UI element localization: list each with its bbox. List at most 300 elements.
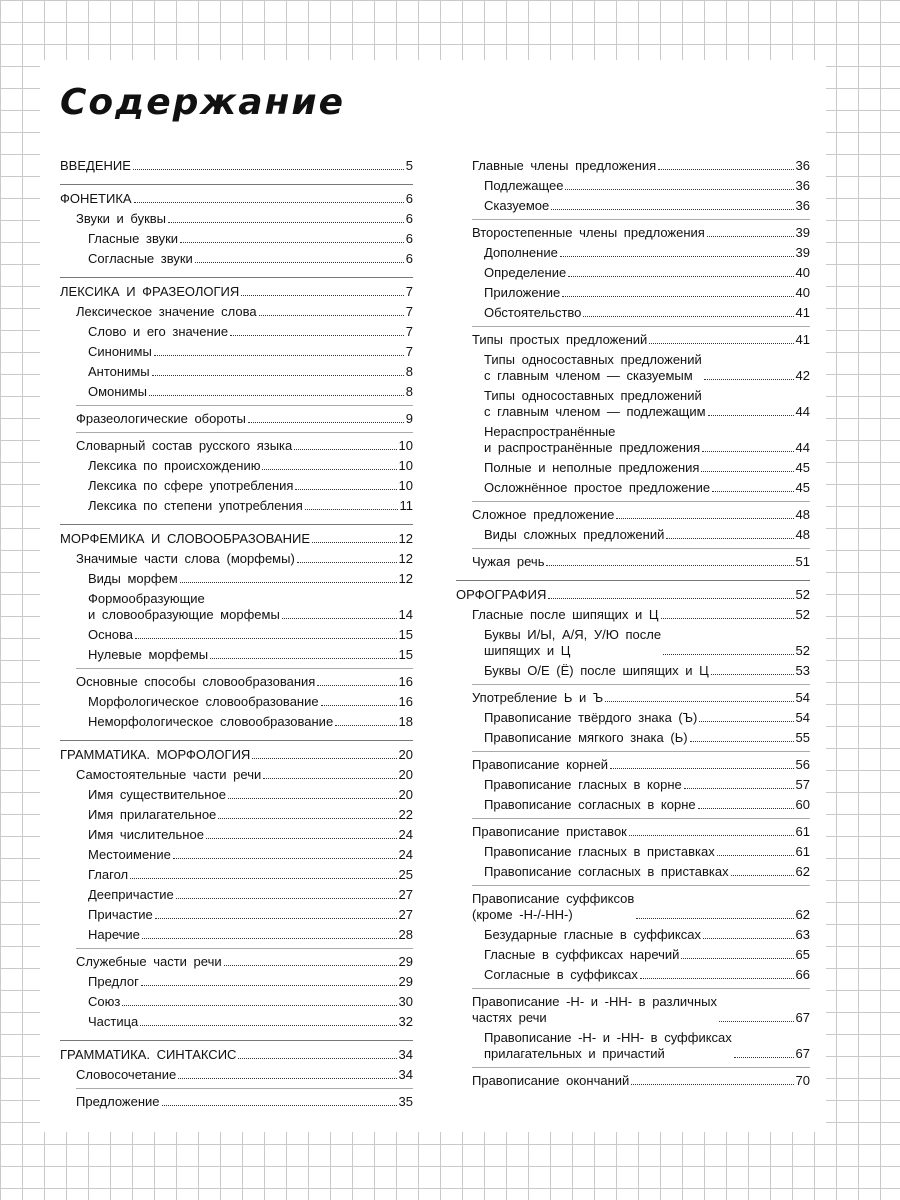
page-number: 62 — [795, 864, 810, 879]
toc-item[interactable] — [76, 342, 413, 362]
toc-item-title: Буквы О/Е (Ё) после шипящих и Ц — [484, 663, 709, 678]
dot-leader — [712, 491, 793, 492]
toc-item[interactable] — [76, 625, 413, 645]
toc-item[interactable] — [472, 1028, 810, 1064]
page-number: 40 — [795, 265, 810, 280]
toc-item[interactable] — [472, 945, 810, 965]
toc-section-heading[interactable] — [60, 189, 413, 209]
toc-section-heading[interactable] — [60, 282, 413, 302]
toc-item[interactable] — [472, 243, 810, 263]
dot-leader — [684, 788, 794, 789]
page-number: 55 — [795, 730, 810, 745]
toc-section — [60, 184, 413, 269]
dot-leader — [568, 276, 793, 277]
dot-leader — [551, 209, 793, 210]
page-number: 6 — [405, 251, 413, 266]
toc-item[interactable] — [76, 805, 413, 825]
toc-subsection — [76, 432, 413, 516]
page-number: 65 — [795, 947, 810, 962]
dot-leader — [701, 471, 793, 472]
page-number: 27 — [398, 887, 413, 902]
toc-item-title — [484, 627, 661, 659]
toc-item-title: Нулевые морфемы — [88, 647, 209, 662]
toc-subsection — [472, 684, 810, 748]
toc-item[interactable] — [472, 386, 810, 422]
toc-subsection-entry-title: Гласные после шипящих и Ц — [472, 607, 659, 622]
dot-leader — [173, 858, 397, 859]
page-number: 52 — [795, 643, 810, 658]
toc-subsection — [472, 988, 810, 1064]
toc-subsection — [76, 405, 413, 429]
toc-subsection-entry-title: Словосочетание — [76, 1067, 177, 1082]
toc-item-title: Деепричастие — [88, 887, 174, 902]
toc-section-heading[interactable] — [60, 529, 413, 549]
toc-item[interactable] — [76, 845, 413, 865]
toc-item[interactable] — [472, 350, 810, 386]
toc-item[interactable] — [472, 478, 810, 498]
dot-leader — [616, 518, 793, 519]
toc-subsection-entry[interactable] — [76, 436, 413, 456]
dot-leader — [282, 618, 397, 619]
toc-item[interactable] — [472, 196, 810, 216]
toc-item[interactable] — [76, 382, 413, 402]
toc-item-title: Лексика по сфере употребления — [88, 478, 294, 493]
toc-subsection-entry[interactable] — [76, 549, 413, 569]
toc-item[interactable] — [76, 972, 413, 992]
toc-item-title: Лексика по происхождению — [88, 458, 261, 473]
toc-item[interactable] — [76, 456, 413, 476]
toc-subsection-entry-title — [472, 994, 717, 1026]
dot-leader — [734, 1057, 794, 1058]
dot-leader — [546, 565, 793, 566]
toc-subsection-entry-title: Правописание окончаний — [472, 1073, 630, 1088]
toc-item[interactable] — [472, 842, 810, 862]
dot-leader — [206, 838, 397, 839]
toc-subsection-entry[interactable] — [472, 156, 810, 176]
dot-leader — [149, 395, 404, 396]
page-number: 48 — [795, 527, 810, 542]
toc-subsection-entry[interactable] — [76, 765, 413, 785]
dot-leader — [717, 855, 794, 856]
toc-item[interactable] — [76, 712, 413, 732]
page-number: 10 — [398, 458, 413, 473]
toc-subsection — [76, 302, 413, 402]
toc-item-title: Правописание согласных в корне — [484, 797, 696, 812]
dot-leader — [140, 1025, 396, 1026]
toc-item[interactable] — [472, 263, 810, 283]
dot-leader — [711, 674, 794, 675]
toc-page — [40, 60, 826, 1132]
toc-item[interactable] — [472, 625, 810, 661]
toc-subsection — [472, 156, 810, 216]
toc-item-title: Частица — [88, 1014, 139, 1029]
dot-leader — [704, 379, 794, 380]
toc-section — [60, 277, 413, 516]
toc-subsection-entry[interactable] — [472, 505, 810, 525]
page-number: 24 — [398, 847, 413, 862]
page-number: 41 — [795, 332, 810, 347]
page-number: 54 — [795, 690, 810, 705]
dot-leader — [228, 798, 397, 799]
page-number: 25 — [398, 867, 413, 882]
toc-subsection-entry-title: Служебные части речи — [76, 954, 222, 969]
toc-item-title: Сказуемое — [484, 198, 550, 213]
page-number: 52 — [795, 587, 810, 602]
dot-leader — [702, 451, 793, 452]
toc-item-title — [484, 424, 700, 456]
toc-item-title: Союз — [88, 994, 121, 1009]
page-number: 8 — [405, 384, 413, 399]
page-number: 22 — [398, 807, 413, 822]
toc-item[interactable] — [76, 362, 413, 382]
page-number: 9 — [405, 411, 413, 426]
page-number: 41 — [795, 305, 810, 320]
toc-item[interactable] — [76, 229, 413, 249]
toc-subsection — [472, 818, 810, 882]
page-number: 63 — [795, 927, 810, 942]
toc-subsection-entry-title-line2: (кроме -Н-/-НН-) — [472, 907, 573, 922]
toc-item-title: Лексика по степени употребления — [88, 498, 303, 513]
toc-item-title-line1: Правописание -Н- и -НН- в суффиксах — [484, 1030, 732, 1045]
toc-item-title: Правописание мягкого знака (Ь) — [484, 730, 688, 745]
toc-subsection-entry[interactable] — [76, 209, 413, 229]
toc-item-title: Полные и неполные предложения — [484, 460, 700, 475]
toc-item-title-line1: Типы односоставных предложений — [484, 352, 702, 367]
toc-subsection-entry[interactable] — [472, 605, 810, 625]
toc-item-title: Правописание гласных в корне — [484, 777, 682, 792]
page-number: 61 — [795, 844, 810, 859]
toc-item[interactable] — [76, 785, 413, 805]
toc-subsection-entry[interactable] — [472, 755, 810, 775]
page-number: 45 — [795, 460, 810, 475]
toc-item-title-line2: и словообразующие морфемы — [88, 607, 280, 622]
toc-item[interactable] — [472, 525, 810, 545]
dot-leader — [180, 242, 404, 243]
dot-leader — [305, 509, 398, 510]
toc-item-title: Осложнённое простое предложение — [484, 480, 711, 495]
page-number: 36 — [795, 158, 810, 173]
toc-item[interactable] — [472, 422, 810, 458]
page-number: 39 — [795, 225, 810, 240]
toc-item-title: Имя прилагательное — [88, 807, 217, 822]
toc-item[interactable] — [76, 476, 413, 496]
dot-leader — [312, 542, 396, 543]
toc-section-heading-title: ОРФОГРАФИЯ — [456, 587, 547, 602]
toc-item-title-line1: Формообразующие — [88, 591, 205, 606]
dot-leader — [248, 422, 404, 423]
toc-subsection-entry[interactable] — [472, 330, 810, 350]
toc-item[interactable] — [76, 885, 413, 905]
toc-section-heading-title: ГРАММАТИКА. СИНТАКСИС — [60, 1047, 237, 1062]
dot-leader — [180, 582, 397, 583]
dot-leader — [703, 938, 794, 939]
page-number: 7 — [405, 284, 413, 299]
toc-subsection-entry-title: Употребление Ь и Ъ — [472, 690, 604, 705]
toc-item[interactable] — [472, 176, 810, 196]
page-title: Содержание — [60, 82, 346, 123]
dot-leader — [155, 918, 397, 919]
toc-item[interactable] — [472, 283, 810, 303]
page-number: 48 — [795, 507, 810, 522]
toc-subsection-entry[interactable] — [76, 409, 413, 429]
page-number: 15 — [398, 627, 413, 642]
page-number: 67 — [795, 1046, 810, 1061]
toc-item-title: Безударные гласные в суффиксах — [484, 927, 701, 942]
toc-subsection-entry-title: Фразеологические обороты — [76, 411, 246, 426]
dot-leader — [168, 222, 404, 223]
toc-subsection-entry[interactable] — [472, 1071, 810, 1091]
toc-section-heading[interactable] — [60, 156, 413, 176]
page-number: 16 — [398, 694, 413, 709]
toc-subsection-entry[interactable] — [76, 672, 413, 692]
dot-leader — [629, 835, 794, 836]
toc-subsection — [472, 219, 810, 323]
page-number: 29 — [398, 954, 413, 969]
page-number: 29 — [398, 974, 413, 989]
toc-item-title: Правописание согласных в приставках — [484, 864, 729, 879]
toc-section — [60, 524, 413, 732]
page-number: 44 — [795, 440, 810, 455]
dot-leader — [224, 965, 397, 966]
page-number: 12 — [398, 571, 413, 586]
toc-item[interactable] — [472, 795, 810, 815]
dot-leader — [640, 978, 794, 979]
dot-leader — [562, 296, 793, 297]
toc-item-title-line1: Типы односоставных предложений — [484, 388, 702, 403]
dot-leader — [666, 538, 793, 539]
toc-item-title: Морфологическое словообразование — [88, 694, 319, 709]
page-number: 7 — [405, 304, 413, 319]
page-number: 42 — [795, 368, 810, 383]
toc-subsection-entry[interactable] — [76, 302, 413, 322]
dot-leader — [317, 685, 396, 686]
toc-item-title: Причастие — [88, 907, 153, 922]
toc-item[interactable] — [76, 645, 413, 665]
toc-subsection-entry-title: Самостоятельные части речи — [76, 767, 262, 782]
toc-item[interactable] — [472, 775, 810, 795]
toc-item-title-line2: с главным членом — сказуемым — [484, 368, 693, 383]
toc-item-title-line1: Буквы И/Ы, А/Я, У/Ю после — [484, 627, 662, 642]
dot-leader — [195, 262, 404, 263]
page-number: 40 — [795, 285, 810, 300]
toc-section — [456, 580, 810, 1091]
toc-subsection-entry[interactable] — [76, 1065, 413, 1085]
page-number: 34 — [398, 1047, 413, 1062]
toc-column-left — [60, 156, 413, 1120]
toc-item-title: Омонимы — [88, 384, 148, 399]
toc-subsection-entry[interactable] — [76, 1092, 413, 1112]
dot-leader — [649, 343, 793, 344]
dot-leader — [565, 189, 793, 190]
toc-subsection — [472, 605, 810, 681]
dot-leader — [690, 741, 794, 742]
toc-subsection — [76, 209, 413, 269]
toc-item[interactable] — [76, 825, 413, 845]
toc-item-title: Глагол — [88, 867, 129, 882]
page-number: 45 — [795, 480, 810, 495]
toc-subsection — [472, 1067, 810, 1091]
toc-subsection-entry-title: Словарный состав русского языка — [76, 438, 293, 453]
toc-item-title-line2: прилагательных и причастий — [484, 1046, 665, 1061]
dot-leader — [176, 898, 397, 899]
toc-section-heading[interactable] — [60, 1045, 413, 1065]
toc-item[interactable] — [76, 496, 413, 516]
page-number: 15 — [398, 647, 413, 662]
toc-section-heading[interactable] — [456, 585, 810, 605]
toc-subsection-entry-title: Второстепенные члены предложения — [472, 225, 705, 240]
toc-item[interactable] — [472, 965, 810, 985]
page-number: 35 — [398, 1094, 413, 1109]
toc-subsection-entry-title: Сложное предложение — [472, 507, 615, 522]
toc-item-title: Местоимение — [88, 847, 171, 862]
toc-subsection-entry[interactable] — [472, 992, 810, 1028]
toc-item-title-line2: и распространённые предложения — [484, 440, 701, 455]
toc-item[interactable] — [76, 865, 413, 885]
dot-leader — [548, 598, 793, 599]
toc-item-title: Виды морфем — [88, 571, 178, 586]
dot-leader — [708, 415, 794, 416]
toc-item[interactable] — [472, 728, 810, 748]
dot-leader — [210, 658, 396, 659]
toc-subsection — [472, 326, 810, 498]
page-number: 70 — [795, 1073, 810, 1088]
page-number: 57 — [795, 777, 810, 792]
page-number: 54 — [795, 710, 810, 725]
toc-item-title-line1: Нераспространённые — [484, 424, 616, 439]
toc-item-title: Имя существительное — [88, 787, 226, 802]
toc-subsection — [76, 668, 413, 732]
toc-subsection-entry[interactable] — [472, 889, 810, 925]
toc-subsection-entry-title: Правописание корней — [472, 757, 609, 772]
toc-subsection — [472, 501, 810, 545]
page-number: 39 — [795, 245, 810, 260]
toc-item-title: Имя числительное — [88, 827, 204, 842]
dot-leader — [162, 1105, 397, 1106]
dot-leader — [658, 169, 793, 170]
page-number: 66 — [795, 967, 810, 982]
page-number: 27 — [398, 907, 413, 922]
dot-leader — [252, 758, 396, 759]
toc-section-heading-title: ЛЕКСИКА И ФРАЗЕОЛОГИЯ — [60, 284, 240, 299]
toc-item-title: Правописание гласных в приставках — [484, 844, 715, 859]
dot-leader — [152, 375, 404, 376]
toc-subsection-entry-title: Правописание приставок — [472, 824, 627, 839]
dot-leader — [661, 618, 794, 619]
toc-subsection — [76, 948, 413, 1032]
toc-item[interactable] — [472, 925, 810, 945]
toc-item-title: Подлежащее — [484, 178, 564, 193]
toc-item-title — [88, 591, 280, 623]
toc-item[interactable] — [472, 458, 810, 478]
toc-item[interactable] — [472, 862, 810, 882]
page-number: 44 — [795, 404, 810, 419]
toc-subsection-entry[interactable] — [472, 552, 810, 572]
toc-item-title: Гласные в суффиксах наречий — [484, 947, 680, 962]
toc-subsection-entry[interactable] — [76, 952, 413, 972]
dot-leader — [134, 202, 404, 203]
toc-item-title: Неморфологическое словообразование — [88, 714, 334, 729]
dot-leader — [583, 316, 793, 317]
toc-item[interactable] — [76, 569, 413, 589]
toc-item[interactable] — [76, 992, 413, 1012]
toc-item-title — [484, 1030, 732, 1062]
page-number: 32 — [398, 1014, 413, 1029]
dot-leader — [263, 778, 396, 779]
toc-item-title: Слово и его значение — [88, 324, 229, 339]
page-number: 6 — [405, 211, 413, 226]
toc-item[interactable] — [472, 661, 810, 681]
page-number: 24 — [398, 827, 413, 842]
page-number: 51 — [795, 554, 810, 569]
toc-section — [456, 156, 810, 572]
toc-item-title: Антонимы — [88, 364, 150, 379]
page-number: 16 — [398, 674, 413, 689]
toc-section-heading-title: МОРФЕМИКА И СЛОВООБРАЗОВАНИЕ — [60, 531, 311, 546]
toc-item[interactable] — [76, 905, 413, 925]
toc-item-title: Синонимы — [88, 344, 152, 359]
toc-subsection-entry[interactable] — [472, 688, 810, 708]
page-number: 12 — [398, 531, 413, 546]
dot-leader — [605, 701, 793, 702]
toc-section — [60, 740, 413, 1032]
toc-section-heading-title: ВВЕДЕНИЕ — [60, 158, 131, 173]
toc-item[interactable] — [76, 692, 413, 712]
toc-subsection — [76, 765, 413, 945]
toc-item[interactable] — [76, 589, 413, 625]
toc-item[interactable] — [76, 249, 413, 269]
toc-subsection-entry-title: Лексическое значение слова — [76, 304, 257, 319]
dot-leader — [142, 938, 397, 939]
page-number: 34 — [398, 1067, 413, 1082]
dot-leader — [663, 654, 793, 655]
dot-leader — [295, 489, 396, 490]
dot-leader — [241, 295, 403, 296]
toc-subsection-entry[interactable] — [472, 223, 810, 243]
dot-leader — [218, 818, 396, 819]
toc-item[interactable] — [76, 322, 413, 342]
page-number: 30 — [398, 994, 413, 1009]
toc-subsection-entry[interactable] — [472, 822, 810, 842]
toc-section — [60, 156, 413, 176]
dot-leader — [636, 918, 793, 919]
page-number: 20 — [398, 787, 413, 802]
dot-leader — [731, 875, 794, 876]
toc-subsection — [76, 1065, 413, 1085]
toc-subsection-entry-title: Основные способы словообразования — [76, 674, 316, 689]
toc-subsection — [472, 885, 810, 985]
toc-item-title: Правописание твёрдого знака (Ъ) — [484, 710, 698, 725]
toc-section — [60, 1040, 413, 1112]
toc-item[interactable] — [76, 925, 413, 945]
dot-leader — [699, 721, 793, 722]
toc-item[interactable] — [76, 1012, 413, 1032]
toc-item-title-line2: с главным членом — подлежащим — [484, 404, 706, 419]
dot-leader — [154, 355, 404, 356]
toc-item[interactable] — [472, 303, 810, 323]
toc-item[interactable] — [472, 708, 810, 728]
dot-leader — [335, 725, 396, 726]
toc-subsection-entry-title: Предложение — [76, 1094, 160, 1109]
toc-subsection — [472, 751, 810, 815]
toc-section-heading[interactable] — [60, 745, 413, 765]
dot-leader — [141, 985, 397, 986]
dot-leader — [130, 878, 396, 879]
toc-subsection — [76, 549, 413, 665]
page-number: 8 — [405, 364, 413, 379]
page-number: 61 — [795, 824, 810, 839]
dot-leader — [610, 768, 793, 769]
page-number: 62 — [795, 907, 810, 922]
